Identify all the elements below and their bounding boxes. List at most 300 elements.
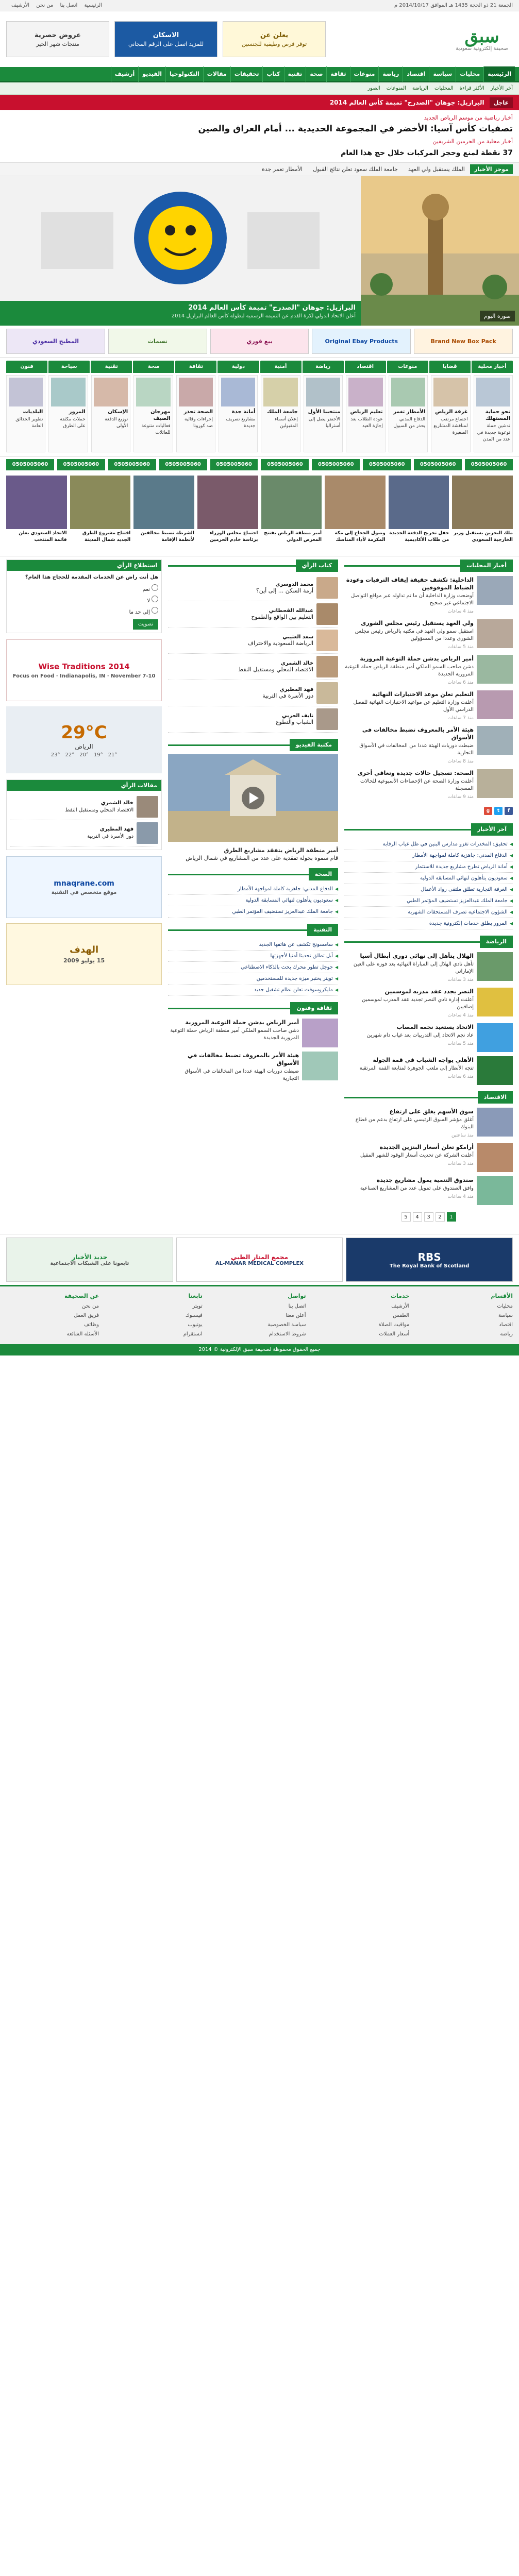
top-link-archive[interactable]: الأرشيف [11, 3, 30, 8]
page-button[interactable]: 1 [447, 1212, 456, 1222]
cell-body: اجتماع مرتقب لمناقشة المشاريع الصغيرة [433, 417, 468, 435]
footer-link[interactable]: أسعار العملات [379, 1331, 410, 1337]
top-headlines [0, 110, 519, 163]
opinions-widget [6, 779, 162, 850]
poll-option[interactable] [10, 583, 158, 595]
headline-link[interactable]: ◀ المرور يطلق خدمات إلكترونية جديدة [344, 918, 513, 929]
category-tab[interactable]: سياحة [48, 361, 90, 373]
footer-col-title: الأقسام [491, 1293, 513, 1299]
feature-text [168, 846, 338, 862]
headline-link[interactable]: ◀ الشؤون الاجتماعية تصرف المستحقات الشهرية [344, 907, 513, 918]
middle-column [168, 560, 338, 1231]
pager [344, 1209, 513, 1225]
footer-ad-2[interactable] [176, 1238, 343, 1282]
section-title [344, 823, 513, 836]
story-title[interactable]: هيئة الأمر بالمعروف تضبط مخالفات في الأسواق [187, 1052, 299, 1066]
writer-article[interactable]: الاقتصاد المحلي ومستقبل النفط [238, 666, 314, 673]
story-item[interactable] [168, 1052, 338, 1082]
writer-article[interactable]: الاقتصاد المحلي ومستقبل النفط [65, 807, 134, 813]
category-cell[interactable] [474, 375, 513, 452]
headline-link[interactable]: ◀ تويتر يختبر ميزة جديدة للمستخدمين [168, 973, 338, 985]
story-item[interactable] [344, 1056, 513, 1085]
story-thumb [477, 619, 513, 648]
story-item[interactable] [168, 1019, 338, 1047]
subnav-misc[interactable]: المنوعات [386, 86, 406, 91]
poll-widget [6, 560, 162, 633]
headline-link[interactable]: ◀ مايكروسوفت تعلن نظام تشغيل جديد [168, 985, 338, 996]
nav-item-culture[interactable]: ثقافة [326, 66, 349, 82]
poll-option[interactable] [10, 595, 158, 606]
weather-day: 19° [93, 752, 103, 758]
date-text: الجمعة 21 ذو الحجة 1435 هـ الموافق 2014/10/17 م [394, 3, 513, 8]
story-item[interactable] [344, 952, 513, 984]
nav-item-health[interactable]: صحة [306, 66, 326, 82]
subnav-local[interactable]: المحليات [434, 86, 454, 91]
story-title[interactable]: النصر يجدد عقد مدربه لموسمين [384, 988, 474, 995]
section-title-text[interactable]: ثقافة وفنون [290, 1002, 338, 1014]
category-grid [0, 373, 519, 457]
spacer [344, 572, 513, 576]
story-text [344, 619, 474, 651]
story-title[interactable]: سوق الأسهم يغلق على ارتفاع [389, 1108, 474, 1115]
poll-radio[interactable] [152, 607, 158, 614]
latest-news-block [344, 823, 513, 929]
writer-article[interactable]: دور الأسرة في التربية [262, 692, 314, 699]
photo-item[interactable] [261, 476, 322, 553]
story-item[interactable] [344, 655, 513, 686]
writer-article[interactable]: أزمة السكن ... إلى أين؟ [256, 587, 314, 594]
poll-radio[interactable] [152, 584, 158, 591]
footer-link[interactable]: اقتصاد [499, 1322, 513, 1328]
footer-link[interactable]: يوتيوب [188, 1322, 203, 1328]
story-item[interactable] [344, 690, 513, 722]
footer-link[interactable]: محليات [497, 1303, 513, 1309]
subnav-sport[interactable]: الرياضة [412, 86, 428, 91]
photo-caption: أمير منطقة الرياض يفتتح المعرض الدولي [264, 531, 322, 543]
category-cell[interactable] [133, 375, 173, 452]
breaking-news-bar[interactable] [0, 95, 519, 110]
story-item[interactable] [344, 1108, 513, 1139]
section-title [168, 739, 338, 751]
story-body: عاد نجم الاتحاد إلى التدريبات بعد غياب دام شهرين [366, 1032, 474, 1038]
avatar [316, 577, 338, 599]
feature-block [168, 739, 338, 862]
phone-number[interactable]: 0505005060 [363, 459, 411, 470]
footer-ad-1[interactable] [346, 1238, 513, 1282]
header-ad-2[interactable] [114, 21, 217, 57]
section-title [344, 1091, 513, 1104]
writer-article[interactable]: الرياضة السعودية والاحتراف [247, 640, 314, 647]
section-title-text[interactable]: الرياضة [480, 936, 513, 948]
writer-article[interactable]: التعليم بين الواقع والطموح [251, 614, 314, 620]
header [0, 11, 519, 67]
weather-day: 23° [51, 752, 60, 758]
cell-title: منتخبنا الأول [308, 409, 341, 415]
poll-radio[interactable] [152, 596, 158, 602]
section-title-text[interactable]: الصحة [309, 868, 338, 880]
category-cell[interactable] [304, 375, 343, 452]
footer-link[interactable]: انستقرام [183, 1331, 203, 1337]
cell-thumb [94, 378, 128, 406]
story-title[interactable]: الداخلية: تكشف حقيقة إيقاف الترقيات وعودة الضباط الموقوفين [346, 577, 474, 591]
health-block [168, 868, 338, 918]
story-body: أعلنت إدارة نادي النصر تجديد عقد المدرب لموسمين إضافيين [361, 997, 474, 1010]
story-thumb [302, 1019, 338, 1047]
left-ad-2-body: موقع متخصص في التقنية [51, 889, 117, 895]
story-item[interactable] [344, 619, 513, 651]
local-news-block [344, 560, 513, 817]
section-title-text[interactable]: الاقتصاد [478, 1091, 513, 1104]
footer-link[interactable]: فريق العمل [74, 1313, 99, 1318]
writer-name: عبدالله القحطاني [269, 608, 314, 614]
footer-link[interactable]: فيسبوك [185, 1313, 203, 1318]
weather-day: 20° [79, 752, 89, 758]
writer-item[interactable] [168, 601, 338, 628]
header-ad-3-body: منتجات شهر الخير [36, 40, 79, 47]
category-tab[interactable]: منوعات [387, 361, 428, 373]
phone-number[interactable]: 0505005060 [261, 459, 309, 470]
header-ad-2-title: الاسكان [153, 31, 179, 39]
nav-item-misc[interactable]: منوعات [350, 66, 379, 82]
headline-link[interactable]: ◀ تحقيق: المخدرات تغزو مدارس البنين في ظل غياب الرقابة [344, 839, 513, 850]
avatar [137, 796, 158, 818]
footer-link[interactable]: اتصل بنا [288, 1303, 306, 1309]
header-ad-2-body: للمزيد اتصل على الرقم المجاني [128, 40, 204, 47]
subnav-latest[interactable]: آخر الأخبار [490, 86, 513, 91]
left-ad-2[interactable] [6, 856, 162, 918]
story-title[interactable]: الاتحاد يستعيد نجمه المصاب [396, 1024, 474, 1030]
category-cell[interactable] [219, 375, 258, 452]
section-title-text[interactable]: التقنية [307, 924, 338, 936]
vote-button[interactable]: تصويت [133, 619, 158, 630]
footer-link[interactable]: وظائف [84, 1322, 99, 1328]
category-tab[interactable]: ثقافة [175, 361, 216, 373]
feature-title[interactable]: أمير منطقة الرياض يتفقد مشاريع الطرق [224, 847, 339, 854]
section-bar [344, 1097, 478, 1098]
headline-link[interactable]: ◀ الدفاع المدني: جاهزية كاملة لمواجهة الأمطار [344, 850, 513, 861]
photo-art [70, 476, 131, 529]
headline-link[interactable]: ◀ جوجل تطور محرك بحث بالذكاء الاصطناعي [168, 962, 338, 973]
cell-body: حملات مكثفة على الطرق [60, 417, 86, 429]
phone-number[interactable]: 0505005060 [108, 459, 156, 470]
story-text [344, 769, 474, 801]
nav-item-video[interactable]: الفيديو [138, 66, 165, 82]
headline-link[interactable]: ◀ جامعة الملك عبدالعزيز تستضيف المؤتمر الطبي [168, 906, 338, 918]
cell-title: الصحة تحذر [183, 409, 213, 415]
story-title[interactable]: أمير الرياض يدشن حملة التوعية المرورية [360, 655, 474, 662]
story-item[interactable] [344, 1176, 513, 1205]
category-cell[interactable] [91, 375, 130, 452]
share-bar [344, 805, 513, 817]
ad-box-5[interactable]: المطبخ السعودي [6, 329, 105, 354]
photo-item[interactable] [70, 476, 131, 553]
category-tab[interactable]: اقتصاد [345, 361, 386, 373]
story-item[interactable] [344, 988, 513, 1019]
second-headline[interactable]: 37 نقطة لمنع وحجز المركبات خلال حج هذا العام [341, 149, 513, 157]
feature-body: قام سموه بجولة تفقدية على عدد من المشاريع في شمال الرياض [186, 855, 339, 861]
writer-text [65, 800, 133, 814]
subnav-photos[interactable]: الصور [367, 86, 380, 91]
story-title[interactable]: أرامكو تعلن أسعار البنزين الجديدة [379, 1144, 474, 1150]
category-cell[interactable] [6, 375, 45, 452]
photo-caption: ملك البحرين يستقبل وزير الخارجية السعودي [454, 531, 513, 543]
headline-link[interactable]: ◀ أمانة الرياض تطرح مشاريع جديدة للاستثمار [344, 861, 513, 873]
breaking-text[interactable]: البرازيل: جوهان "الصدرح" تميمة كأس العالم 2014 [329, 99, 484, 106]
headline-link[interactable]: ◀ الغرفة التجارية تطلق ملتقى رواد الأعمال [344, 884, 513, 895]
footer-link[interactable]: الطقس [393, 1313, 410, 1318]
cell-body: إجراءات وقائية ضد كورونا [185, 417, 213, 429]
headline-link[interactable]: ◀ جامعة الملك عبدالعزيز تستضيف المؤتمر الطبي [344, 895, 513, 907]
footer-col [316, 1292, 409, 1339]
footer-ad-3[interactable] [6, 1238, 173, 1282]
story-title[interactable]: الصحة: تسجيل حالات جديدة وتعافي أخرى [357, 770, 474, 776]
feature-image[interactable] [168, 754, 338, 842]
footer-link[interactable]: تويتر [192, 1303, 203, 1309]
story-text [344, 952, 474, 984]
site-logo[interactable] [451, 21, 513, 57]
phone-number[interactable]: 0505005060 [312, 459, 360, 470]
cell-body: إعلان أسماء المقبولين [274, 417, 298, 429]
writer-name: خالد الشمري [101, 800, 134, 806]
photo-item[interactable] [325, 476, 386, 553]
header-ad-1-body: توفر فرص وظيفية للجنسين [241, 40, 307, 47]
story-body: أعلنت الشركة عن تحديث أسعار الوقود للشهر المقبل [360, 1153, 474, 1158]
top-link-home[interactable]: الرئيسية [84, 3, 102, 8]
nav-item-articles[interactable]: مقالات [203, 66, 230, 82]
category-cell[interactable] [48, 375, 88, 452]
page-button[interactable]: 3 [424, 1212, 433, 1222]
category-tab[interactable]: أمنية [260, 361, 302, 373]
category-tab[interactable]: أخبار محلية [472, 361, 513, 373]
nav-item-investigations[interactable]: تحقيقات [230, 66, 263, 82]
headline-link[interactable]: ◀ سعوديون يتأهلون لنهائي المسابقة الدولية [168, 895, 338, 906]
ad-box-2[interactable]: Original Ebay Products [312, 329, 411, 354]
subnav-most-read[interactable]: الأكثر قراءة [459, 86, 484, 91]
cell-thumb [433, 378, 467, 406]
section-title-text[interactable]: أخبار المحليات [460, 560, 513, 572]
story-text [344, 690, 474, 722]
poll-option-label: لا [147, 598, 150, 604]
category-cell[interactable] [261, 375, 300, 452]
writer-text [248, 634, 313, 647]
cell-title: نحو حماية المستهلك [485, 409, 510, 421]
story-item[interactable] [344, 576, 513, 615]
footer-ads [0, 1234, 519, 1285]
main-headline[interactable]: تصفيات كأس آسيا: الأخضر في المجموعة الحديدية ... أمام العراق والصين [198, 124, 513, 134]
story-body: أعلنت وزارة التعليم عن مواعيد الاختبارات النهائية للفصل الدراسي الأول [353, 700, 474, 713]
writer-item[interactable] [10, 794, 158, 820]
category-tab[interactable]: دولية [217, 361, 259, 373]
footer-ad-2-body: AL-MANAR MEDICAL COMPLEX [215, 1260, 304, 1266]
page-button[interactable]: 5 [401, 1212, 411, 1222]
left-ad-3[interactable] [6, 923, 162, 985]
nav-item-economy[interactable]: اقتصاد [403, 66, 429, 82]
cell-body: الدفاع المدني يحذر من السيول [393, 417, 426, 429]
category-tab[interactable]: رياضة [303, 361, 344, 373]
ticker-item[interactable]: جامعة الملك سعود تعلن نتائج القبول [313, 166, 398, 173]
photo-item[interactable] [133, 476, 194, 553]
news-ticker [0, 163, 519, 176]
cell-thumb [136, 378, 170, 406]
nav-item-tech[interactable]: تقنية [284, 66, 306, 82]
left-ad-1[interactable] [6, 639, 162, 701]
ad-box-3[interactable]: بيع فوري [210, 329, 309, 354]
story-meta: منذ ساعتين [451, 1133, 474, 1138]
footer-link[interactable]: رياضة [500, 1331, 513, 1337]
section-title-text[interactable]: آخر الأخبار [471, 823, 513, 836]
spacer [344, 948, 513, 952]
writer-item[interactable] [10, 820, 158, 846]
story-meta: منذ 8 ساعات [447, 759, 474, 764]
poll-option[interactable] [10, 606, 158, 617]
writer-item[interactable] [168, 654, 338, 680]
writer-article[interactable]: دور الأسرة في التربية [87, 834, 134, 839]
nav-item-writers[interactable]: كتاب [262, 66, 283, 82]
photo-caption: اجتماع مجلس الوزراء برئاسة خادم الحرمين [209, 531, 258, 543]
slider-main[interactable] [0, 176, 361, 326]
footer-link[interactable]: مواقيت الصلاة [378, 1322, 410, 1328]
left-ad-3-title: الهدف [70, 944, 99, 955]
cell-body: مشاريع تصريف جديدة [226, 417, 256, 429]
category-tab[interactable]: صحة [133, 361, 174, 373]
phone-number[interactable]: 0505005060 [465, 459, 513, 470]
category-tab[interactable]: قضايا [429, 361, 471, 373]
footer-link[interactable]: سياسة الخصوصية [267, 1322, 306, 1328]
photo-item[interactable] [389, 476, 449, 553]
category-tab[interactable]: فنون [6, 361, 47, 373]
nav-item-sport[interactable]: رياضة [378, 66, 403, 82]
top-link-contact[interactable]: اتصل بنا [60, 3, 78, 8]
cell-title: جامعة الملك [267, 409, 298, 415]
category-cell[interactable] [176, 375, 215, 452]
ticker-item[interactable]: الأمطار تغمر جدة [262, 166, 303, 173]
photo-caption: افتتاح مشروع الطرق الجديد شمال المدينة [82, 531, 131, 543]
page-button[interactable]: 2 [436, 1212, 445, 1222]
top-link-about[interactable]: من نحن [36, 3, 54, 8]
story-body: تتجه الأنظار إلى ملعب الجوهرة لمتابعة القمة المرتقبة [359, 1065, 474, 1071]
story-title[interactable]: أمير الرياض يدشن حملة التوعية المرورية [185, 1019, 299, 1026]
slider-side-photo[interactable] [361, 176, 519, 326]
writer-name: فهد المطيري [279, 687, 314, 692]
cell-title: مهرجان الصيف [150, 409, 171, 421]
facebook-icon[interactable]: f [505, 807, 513, 815]
photo-item[interactable] [6, 476, 67, 553]
phone-number[interactable]: 0505005060 [159, 459, 207, 470]
story-title[interactable]: صندوق التنمية يمول مشاريع جديدة [376, 1177, 474, 1183]
category-tab[interactable]: تقنية [91, 361, 132, 373]
phone-number[interactable]: 0505005060 [6, 459, 54, 470]
footer-link[interactable]: سياسة [498, 1313, 513, 1318]
photo-art [197, 476, 258, 529]
section-title-text[interactable]: كتاب الرأي [296, 560, 339, 572]
header-ad-1[interactable] [223, 21, 326, 57]
logo-sub: صحيفة إلكترونية سعودية [456, 45, 508, 52]
footer-link[interactable]: من نحن [82, 1303, 99, 1309]
story-text [360, 1143, 474, 1172]
headline-link[interactable]: ◀ سامسونج تكشف عن هاتفها الجديد [168, 939, 338, 951]
nav-item-home[interactable]: الرئيسية [483, 66, 515, 82]
writer-item[interactable] [168, 680, 338, 706]
footer-ad-2-title: مجمع المنار الطبي [231, 1253, 288, 1261]
category-cell[interactable] [431, 375, 470, 452]
photo-item[interactable] [452, 476, 513, 553]
phone-number[interactable]: 0505005060 [414, 459, 462, 470]
story-meta: منذ 6 ساعات [447, 680, 474, 685]
nav-item-archive[interactable]: أرشيف [111, 66, 139, 82]
writer-name: خالد الشمري [280, 660, 314, 666]
story-title[interactable]: هيئة الأمر بالمعروف تضبط مخالفات في الأسواق [362, 726, 474, 741]
header-ad-3[interactable] [6, 21, 109, 57]
writers-block [168, 560, 338, 733]
phone-number[interactable]: 0505005060 [210, 459, 258, 470]
slider-title[interactable]: البرازيل: جوهان "الصدرح" تميمة كأس العالم 2014 [188, 304, 356, 312]
category-cell[interactable] [346, 375, 385, 452]
nav-item-local[interactable]: محليات [456, 66, 483, 82]
photo-caption: وصول الحجاج إلى مكة المكرمة لأداء المناسك [334, 531, 386, 543]
footer-link[interactable]: الأرشيف [391, 1303, 410, 1309]
avatar [316, 682, 338, 704]
photo-item[interactable] [197, 476, 258, 553]
writer-item[interactable] [168, 575, 338, 601]
headline-link[interactable]: ◀ الدفاع المدني: جاهزية كاملة لمواجهة الأمطار [168, 884, 338, 895]
story-title[interactable]: الهلال يتأهل إلى نهائي دوري أبطال آسيا [360, 953, 474, 959]
headline-link[interactable]: ◀ سعوديون يتأهلون لنهائي المسابقة الدولية [344, 873, 513, 884]
side-photo-art [361, 176, 519, 326]
ad-box-4[interactable]: نسمات [108, 329, 207, 354]
ticker-item[interactable]: الملك يستقبل ولي العهد [408, 166, 465, 173]
footer-link[interactable]: شروط الاستخدام [269, 1331, 306, 1337]
tech-block [168, 924, 338, 996]
footer-col-title: خدمات [390, 1293, 410, 1299]
writer-item[interactable] [168, 628, 338, 654]
story-thumb [477, 988, 513, 1016]
writer-article[interactable]: الشباب والتطوع [276, 719, 314, 725]
cell-body: عودة الطلاب بعد إجازة العيد [350, 417, 383, 429]
story-thumb [477, 1056, 513, 1085]
section-title [168, 924, 338, 936]
story-title[interactable]: ولي العهد يستقبل رئيس مجلس الشورى [361, 620, 474, 626]
poll-question: هل أنت راض عن الخدمات المقدمة للحجاج هذا العام؟ [25, 574, 159, 580]
story-item[interactable] [344, 1023, 513, 1052]
footer-col [213, 1292, 306, 1339]
headline-link[interactable]: ◀ أبل تطلق تحديثا أمنيا لأجهزتها [168, 951, 338, 962]
story-item[interactable] [344, 726, 513, 765]
writer-item[interactable] [168, 706, 338, 733]
headline-kicker: أخبار رياضية من موسم الرياض الجديد [424, 114, 513, 121]
nav-item-politics[interactable]: سياسة [429, 66, 456, 82]
story-item[interactable] [344, 769, 513, 801]
story-body: دشن صاحب السمو الملكي أمير منطقة الرياض حملة التوعية المرورية الجديدة [345, 664, 474, 677]
cell-thumb [263, 378, 297, 406]
ad-box-1[interactable]: Brand New Box Pack [414, 329, 513, 354]
phone-strip [0, 459, 519, 470]
footer-link[interactable]: أعلن معنا [286, 1313, 306, 1318]
cell-title: تعليم الرياض [350, 409, 383, 415]
page-button[interactable]: 4 [413, 1212, 422, 1222]
nav-item-technology[interactable]: التكنولوجيا [165, 66, 203, 82]
google-plus-icon[interactable]: g [484, 807, 492, 815]
story-title[interactable]: الأهلي يواجه الشباب في قمة الجولة [373, 1057, 474, 1063]
section-title-text[interactable]: مكتبة الفيديو [290, 739, 338, 751]
story-title[interactable]: التعليم تعلن موعد الاختبارات النهائية [372, 691, 474, 698]
story-item[interactable] [344, 1143, 513, 1172]
phone-number[interactable]: 0505005060 [57, 459, 105, 470]
category-cell[interactable] [389, 375, 428, 452]
footer-link[interactable]: الأسئلة الشائعة [66, 1331, 99, 1337]
left-ad-3-body: 15 يوليو 2009 [63, 957, 105, 964]
writer-name: محمد الدوسري [275, 582, 314, 587]
twitter-icon[interactable]: t [494, 807, 503, 815]
